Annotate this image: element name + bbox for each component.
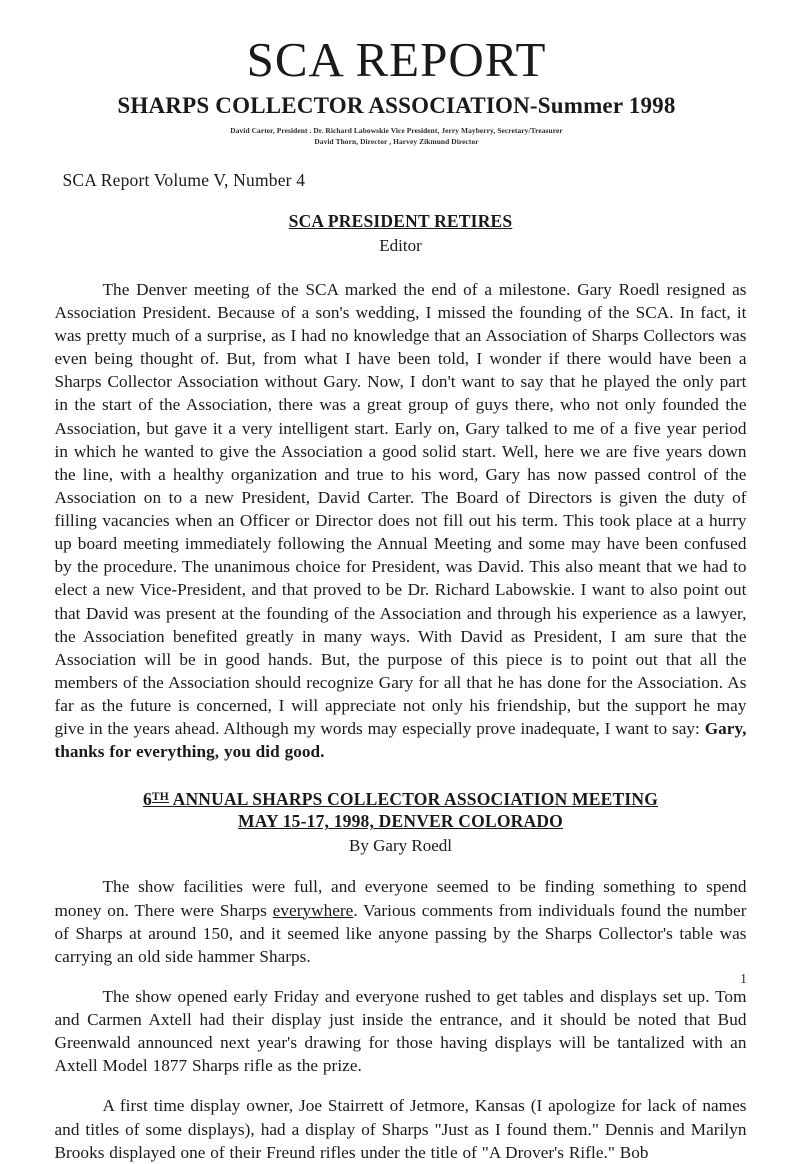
publication-subtitle: SHARPS COLLECTOR ASSOCIATION-Summer 1998 (117, 93, 676, 119)
article-1-paragraph-text: The Denver meeting of the SCA marked the end of a milestone. Gary Roedl resigned as Association President. Because of a son's wedding, I missed the founding of the SCA. In fact, it was pretty much of a surprise, as I had no knowledge that an Association of Sharps Collectors was even being thought of. But, from what I have been told, I wonder if there would have been a Sharps Collector Association without Gary. Now, I don't want to say that he played the only part in the start of the Association, there was a great group of guys there, who not only founded the Association, but gave it a very intelligent start. Early on, Gary talked to me of a five year period in which he wanted to give the Association a good solid start. Well, here we are five years down the line, with a healthy organization and true to his word, Gary has now passed control of the Association on to a new President, David Carter. The Board of Directors is given the duty of filling vacancies when an Officer or Director does not fill out his term. This took place at a hurry up board meeting immediately following the Annual Meeting and some may have been confused by the procedure. The unanimous choice for President, was David. This also meant that we had to elect a new Vice-President, and that proved to be Dr. Richard Labowskie. I want to also point out that David was present at the founding of the Association and through his experience as a lawyer, the Association benefited greatly in many ways. With David as President, I am sure that the Association will be in good hands. But, the purpose of this piece is to point out that all the members of the Association should recognize Gary for all that he has done for the Association. As far as the future is concerned, I will appreciate not only his friendship, but the support he may give in the years ahead. Although my words may especially prove inadequate, I want to say: (54, 279, 747, 739)
publication-title: SCA REPORT (246, 32, 547, 87)
page-number: 1 (740, 972, 747, 987)
article-2-heading-line-2: MAY 15-17, 1998, DENVER COLORADO (238, 811, 563, 832)
officers-line-1: David Carter, President . Dr. Richard Labowskie Vice President, Jerry Mayberry, Secretary/Treasurer (230, 125, 563, 135)
article-2-heading-line-1 (55, 789, 747, 811)
article-2-byline: By Gary Roedl (349, 836, 452, 856)
article-2-paragraph-1-part-2: . Various comments from individuals found the number of Sharps at around 150, and it seemed like anyone passing by the Sharps Collector's table was carrying an old side hammer Sharps. (54, 900, 747, 966)
officers-line-2: David Thorn, Director , Harvey Zikmund Director (314, 137, 479, 147)
article-2-ordinal-number: 6 (142, 789, 152, 810)
article-2-ordinal-suffix: TH (151, 791, 169, 804)
article-2-paragraph-1-part-1: The show facilities were full, and everyone seemed to be finding something to spend money on. There were Sharps (54, 877, 747, 920)
article-2-paragraph-3: A first time display owner, Joe Stairrett of Jetmore, Kansas (I apologize for lack of names and titles of some displays), had a display of Sharps "Just as I found them." Dennis and Marilyn Brooks displayed one of their Freund rifles under the title of "A Drover's Rifle." Bob (54, 1096, 747, 1162)
officers-block (0, 125, 793, 148)
article-1-paragraph (55, 278, 747, 764)
article-1-heading: SCA PRESIDENT RETIRES (288, 210, 513, 231)
article-1-closing-bold: Gary, thanks for everything, you did good. (54, 719, 747, 762)
article-2-paragraph-2: The show opened early Friday and everyone rushed to get tables and displays set up. Tom and Carmen Axtell had their display just inside the entrance, and it should be noted that Bud Greenwald announced next year's drawing for those having displays will be tantalized with an Axtell Model 1877 Sharps rifle as the prize. (54, 986, 747, 1076)
article-1-header (55, 211, 747, 256)
issue-volume-line: SCA Report Volume V, Number 4 (62, 169, 306, 190)
masthead (0, 0, 793, 148)
article-2-heading-rest: ANNUAL SHARPS COLLECTOR ASSOCIATION MEETING (169, 789, 659, 810)
article-2-emphasis-everywhere: everywhere (272, 900, 354, 920)
article-2-paragraph-1 (55, 875, 747, 968)
document-body (47, 170, 747, 1164)
article-1-byline: Editor (379, 235, 422, 255)
article-2-header (55, 789, 747, 856)
